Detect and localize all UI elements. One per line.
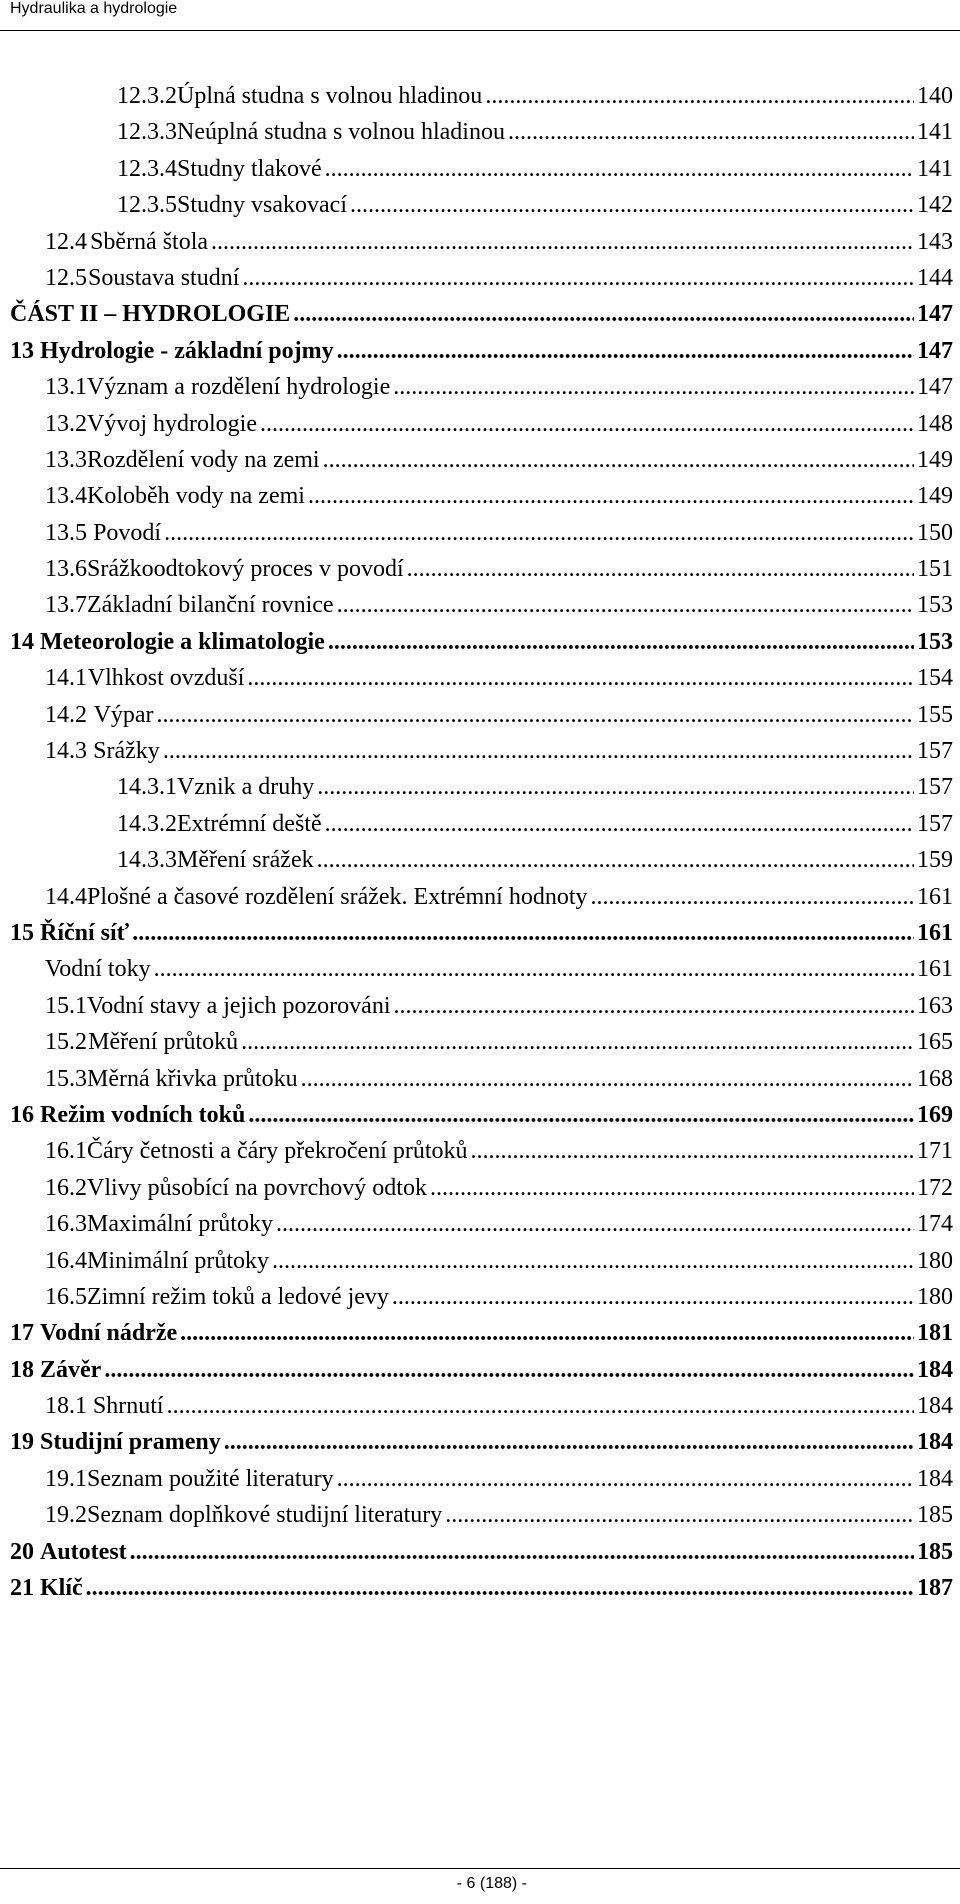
dot-leader bbox=[180, 1320, 914, 1347]
toc-entry-page: 157 bbox=[917, 810, 953, 837]
toc-entry-page: 147 bbox=[917, 301, 953, 328]
toc-entry-page: 154 bbox=[917, 665, 953, 692]
toc-entry[interactable] bbox=[10, 629, 953, 665]
header-rule bbox=[0, 30, 960, 31]
toc-entry-number: 19 bbox=[10, 1429, 34, 1456]
toc-entry-title: Srážky bbox=[93, 738, 160, 765]
footer-rule bbox=[0, 1868, 960, 1869]
toc-entry-title: Extrémní deště bbox=[177, 810, 322, 837]
toc-entry[interactable] bbox=[10, 847, 953, 883]
toc-entry[interactable] bbox=[10, 156, 953, 192]
dot-leader bbox=[132, 920, 914, 947]
toc-entry-number: 14.1 bbox=[45, 665, 87, 692]
dot-leader bbox=[328, 629, 914, 656]
toc-entry[interactable] bbox=[10, 1429, 953, 1465]
dot-leader bbox=[445, 1502, 914, 1529]
toc-entry-title: Výpar bbox=[93, 701, 154, 728]
dot-leader bbox=[130, 1539, 914, 1566]
toc-entry[interactable] bbox=[10, 192, 953, 228]
toc-entry[interactable] bbox=[10, 119, 953, 155]
toc-entry-page: 169 bbox=[917, 1101, 953, 1128]
toc-entry-title: Závěr bbox=[40, 1356, 102, 1383]
toc-entry-title: Neúplná studna s volnou hladinou bbox=[177, 119, 505, 146]
toc-entry-number: 13.4 bbox=[45, 483, 87, 510]
toc-entry-title: Vývoj hydrologie bbox=[87, 410, 257, 437]
toc-entry-number: 13.3 bbox=[45, 446, 87, 473]
dot-leader bbox=[485, 83, 914, 110]
dot-leader bbox=[248, 1102, 914, 1129]
toc-entry-page: 172 bbox=[917, 1174, 953, 1201]
toc-entry[interactable] bbox=[10, 229, 953, 265]
toc-entry-title: Srážkoodtokový proces v povodí bbox=[87, 556, 404, 583]
toc-entry-number: 13.7 bbox=[45, 592, 87, 619]
dot-leader bbox=[323, 447, 914, 474]
dot-leader bbox=[508, 119, 914, 146]
dot-leader bbox=[325, 156, 914, 183]
toc-entry-page: 184 bbox=[917, 1393, 953, 1420]
toc-entry[interactable] bbox=[10, 1539, 953, 1575]
toc-entry-number: 13.5 bbox=[45, 519, 87, 546]
dot-leader bbox=[337, 338, 914, 365]
toc-entry-title: Studijní prameny bbox=[40, 1429, 221, 1456]
table-of-contents bbox=[10, 83, 953, 1611]
dot-leader bbox=[337, 1466, 914, 1493]
toc-entry[interactable] bbox=[10, 1211, 953, 1247]
toc-entry-number: 15.1 bbox=[45, 992, 87, 1019]
toc-entry[interactable] bbox=[10, 411, 953, 447]
toc-entry[interactable] bbox=[10, 1466, 953, 1502]
toc-entry-number: 16.3 bbox=[45, 1211, 87, 1238]
toc-entry-number: 13.6 bbox=[45, 556, 87, 583]
toc-entry-page: 185 bbox=[917, 1538, 953, 1565]
toc-entry[interactable] bbox=[10, 665, 953, 701]
toc-entry-title: Sběrná štola bbox=[90, 228, 209, 255]
dot-leader bbox=[224, 1429, 914, 1456]
toc-entry[interactable] bbox=[10, 702, 953, 738]
running-header: Hydraulika a hydrologie bbox=[10, 0, 178, 17]
dot-leader bbox=[167, 1393, 914, 1420]
page-number: - 6 (188) - bbox=[456, 1875, 527, 1892]
toc-entry-page: 161 bbox=[917, 883, 953, 910]
toc-entry-title: Vodní stavy a jejich pozorováni bbox=[87, 992, 391, 1019]
dot-leader bbox=[260, 411, 914, 438]
toc-entry-title: Meteorologie a klimatologie bbox=[40, 628, 325, 655]
dot-leader bbox=[337, 592, 914, 619]
toc-entry-page: 147 bbox=[917, 337, 953, 364]
dot-leader bbox=[293, 301, 914, 328]
toc-entry-page: 168 bbox=[917, 1065, 953, 1092]
toc-entry-title: Rozdělení vody na zemi bbox=[87, 446, 320, 473]
toc-entry-number: 12.4 bbox=[45, 228, 87, 255]
toc-entry[interactable] bbox=[10, 483, 953, 519]
toc-entry-number: 16.1 bbox=[45, 1138, 87, 1165]
toc-entry-number: 19.2 bbox=[45, 1502, 87, 1529]
toc-entry-title: Hydrologie - základní pojmy bbox=[40, 337, 334, 364]
toc-entry[interactable] bbox=[10, 374, 953, 410]
dot-leader bbox=[317, 847, 914, 874]
dot-leader bbox=[163, 738, 914, 765]
toc-entry-number: 15 bbox=[10, 919, 34, 946]
toc-entry-page: 150 bbox=[917, 519, 953, 546]
toc-entry-page: 157 bbox=[917, 774, 953, 801]
toc-entry-number: 16 bbox=[10, 1101, 34, 1128]
toc-entry-page: 147 bbox=[917, 374, 953, 401]
toc-entry-number: 14 bbox=[10, 628, 34, 655]
toc-entry-page: 184 bbox=[917, 1465, 953, 1492]
toc-entry-title: Autotest bbox=[40, 1538, 127, 1565]
toc-entry-title: Seznam použité literatury bbox=[87, 1465, 334, 1492]
toc-entry-number: 16.5 bbox=[45, 1283, 87, 1310]
toc-entry[interactable] bbox=[10, 1575, 953, 1611]
toc-entry-page: 181 bbox=[917, 1320, 953, 1347]
toc-entry-title: Říční síť bbox=[40, 919, 130, 946]
dot-leader bbox=[157, 702, 914, 729]
toc-entry[interactable] bbox=[10, 301, 953, 337]
toc-entry-title: Vlhkost ovzduší bbox=[87, 665, 245, 692]
toc-entry-title: Vznik a druhy bbox=[177, 774, 315, 801]
toc-entry-page: 142 bbox=[917, 192, 953, 219]
toc-entry-number: 12.3.2 bbox=[117, 83, 177, 109]
toc-entry[interactable] bbox=[10, 1502, 953, 1538]
dot-leader bbox=[301, 1066, 914, 1093]
toc-entry-page: 144 bbox=[917, 264, 953, 291]
toc-entry-page: 165 bbox=[917, 1029, 953, 1056]
toc-entry[interactable] bbox=[10, 265, 953, 301]
toc-entry-number: 14.3 bbox=[45, 738, 87, 765]
dot-leader bbox=[272, 1248, 914, 1275]
toc-entry[interactable] bbox=[10, 1320, 953, 1356]
toc-entry-number: 20 bbox=[10, 1538, 34, 1565]
dot-leader bbox=[407, 556, 914, 583]
toc-entry-number: 12.5 bbox=[45, 264, 87, 291]
toc-entry-title: Maximální průtoky bbox=[87, 1211, 273, 1238]
toc-entry-page: 149 bbox=[917, 446, 953, 473]
toc-entry[interactable] bbox=[10, 1393, 953, 1429]
toc-entry-title: ČÁST II – HYDROLOGIE bbox=[10, 301, 291, 328]
toc-entry[interactable] bbox=[10, 1066, 953, 1102]
toc-entry-page: 159 bbox=[917, 847, 953, 874]
toc-entry-page: 184 bbox=[917, 1356, 953, 1383]
dot-leader bbox=[308, 483, 914, 510]
toc-entry-page: 184 bbox=[917, 1429, 953, 1456]
dot-leader bbox=[211, 229, 914, 256]
toc-entry-title: Vodní nádrže bbox=[40, 1320, 178, 1347]
toc-entry-number: 13.1 bbox=[45, 374, 87, 401]
toc-entry[interactable] bbox=[10, 993, 953, 1029]
toc-entry-title: Koloběh vody na zemi bbox=[87, 483, 305, 510]
toc-entry-page: 185 bbox=[917, 1502, 953, 1529]
toc-entry[interactable] bbox=[10, 1248, 953, 1284]
toc-entry-title: Základní bilanční rovnice bbox=[87, 592, 334, 619]
toc-entry-page: 151 bbox=[917, 556, 953, 583]
toc-entry-title: Soustava studní bbox=[88, 264, 240, 291]
toc-entry-title: Shrnutí bbox=[92, 1393, 164, 1420]
toc-entry-page: 148 bbox=[917, 410, 953, 437]
toc-entry-number: 15.3 bbox=[45, 1065, 87, 1092]
toc-entry-page: 141 bbox=[917, 155, 953, 182]
dot-leader bbox=[164, 520, 914, 547]
toc-entry-page: 187 bbox=[917, 1575, 953, 1602]
toc-entry[interactable] bbox=[10, 884, 953, 920]
toc-entry-number: 14.2 bbox=[45, 701, 87, 728]
toc-entry-page: 163 bbox=[917, 992, 953, 1019]
toc-entry-number: 13 bbox=[10, 337, 34, 364]
toc-entry-page: 153 bbox=[917, 592, 953, 619]
toc-entry-page: 171 bbox=[917, 1138, 953, 1165]
toc-entry-number: 19.1 bbox=[45, 1465, 87, 1492]
dot-leader bbox=[394, 993, 915, 1020]
toc-entry-page: 155 bbox=[917, 701, 953, 728]
toc-entry-title: Význam a rozdělení hydrologie bbox=[87, 374, 391, 401]
toc-entry-title: Povodí bbox=[93, 519, 162, 546]
toc-entry-page: 174 bbox=[917, 1211, 953, 1238]
toc-entry-title: Měrná křivka průtoku bbox=[87, 1065, 298, 1092]
toc-entry-number: 18.1 bbox=[45, 1393, 87, 1420]
toc-entry-number: 14.3.3 bbox=[117, 847, 177, 874]
dot-leader bbox=[317, 774, 914, 801]
toc-entry-title: Seznam doplňkové studijní literatury bbox=[87, 1502, 443, 1529]
toc-entry-page: 180 bbox=[917, 1247, 953, 1274]
toc-entry-page: 157 bbox=[917, 738, 953, 765]
dot-leader bbox=[392, 1284, 914, 1311]
toc-entry-number: 14.4 bbox=[45, 883, 87, 910]
toc-entry-page: 141 bbox=[917, 119, 953, 146]
dot-leader bbox=[86, 1575, 914, 1602]
toc-entry-page: 180 bbox=[917, 1283, 953, 1310]
toc-entry-number: 15.2 bbox=[45, 1029, 87, 1056]
toc-entry-number: 18 bbox=[10, 1356, 34, 1383]
toc-entry[interactable] bbox=[10, 956, 953, 992]
dot-leader bbox=[242, 265, 914, 292]
toc-entry-page: 140 bbox=[917, 83, 953, 109]
toc-entry-number: 13.2 bbox=[45, 410, 87, 437]
toc-entry-title: Úplná studna s volnou hladinou bbox=[177, 83, 483, 109]
toc-entry-number: 17 bbox=[10, 1320, 34, 1347]
toc-entry-number: 16.4 bbox=[45, 1247, 87, 1274]
toc-entry-title: Zimní režim toků a ledové jevy bbox=[87, 1283, 389, 1310]
toc-entry[interactable] bbox=[10, 447, 953, 483]
toc-entry-title: Čáry četnosti a čáry překročení průtoků bbox=[87, 1138, 468, 1165]
toc-entry-number: 12.3.4 bbox=[117, 155, 177, 182]
toc-entry-number: 16.2 bbox=[45, 1174, 87, 1201]
dot-leader bbox=[350, 192, 914, 219]
toc-entry[interactable] bbox=[10, 556, 953, 592]
dot-leader bbox=[430, 1175, 914, 1202]
toc-entry-title: Vodní toky bbox=[45, 956, 151, 983]
toc-entry-number: 12.3.3 bbox=[117, 119, 177, 146]
toc-entry-page: 161 bbox=[917, 919, 953, 946]
toc-entry-page: 153 bbox=[917, 628, 953, 655]
dot-leader bbox=[241, 1029, 914, 1056]
toc-entry[interactable] bbox=[10, 774, 953, 810]
toc-entry[interactable] bbox=[10, 1357, 953, 1393]
toc-entry[interactable] bbox=[10, 738, 953, 774]
dot-leader bbox=[154, 956, 914, 983]
toc-entry-title: Režim vodních toků bbox=[40, 1101, 246, 1128]
toc-entry[interactable] bbox=[10, 1102, 953, 1138]
toc-entry[interactable] bbox=[10, 1284, 953, 1320]
dot-leader bbox=[276, 1211, 914, 1238]
dot-leader bbox=[471, 1138, 914, 1165]
toc-entry[interactable] bbox=[10, 1029, 953, 1065]
toc-entry-number: 14.3.1 bbox=[117, 774, 177, 801]
dot-leader bbox=[104, 1357, 914, 1384]
dot-leader bbox=[591, 884, 914, 911]
toc-entry-number: 12.3.5 bbox=[117, 192, 177, 219]
toc-entry[interactable] bbox=[10, 520, 953, 556]
toc-entry-title: Klíč bbox=[40, 1575, 83, 1602]
toc-entry-title: Minimální průtoky bbox=[87, 1247, 269, 1274]
toc-entry[interactable] bbox=[10, 338, 953, 374]
toc-entry-title: Měření srážek bbox=[177, 847, 314, 874]
toc-entry-number: 14.3.2 bbox=[117, 810, 177, 837]
toc-entry-title: Měření průtoků bbox=[88, 1029, 239, 1056]
toc-entry[interactable] bbox=[10, 1138, 953, 1174]
toc-entry-title: Vlivy působící na povrchový odtok bbox=[87, 1174, 427, 1201]
toc-entry-number: 21 bbox=[10, 1575, 34, 1602]
toc-entry-title: Studny tlakové bbox=[177, 155, 322, 182]
toc-entry-page: 143 bbox=[917, 228, 953, 255]
toc-entry[interactable] bbox=[10, 592, 953, 628]
dot-leader bbox=[247, 665, 914, 692]
dot-leader bbox=[325, 811, 914, 838]
toc-entry-page: 161 bbox=[917, 956, 953, 983]
toc-entry-title: Plošné a časové rozdělení srážek. Extrémní hodnoty bbox=[87, 883, 588, 910]
toc-entry-page: 149 bbox=[917, 483, 953, 510]
toc-entry[interactable] bbox=[10, 83, 953, 119]
toc-entry[interactable] bbox=[10, 920, 953, 956]
toc-entry[interactable] bbox=[10, 811, 953, 847]
dot-leader bbox=[393, 374, 914, 401]
toc-entry[interactable] bbox=[10, 1175, 953, 1211]
toc-entry-title: Studny vsakovací bbox=[177, 192, 347, 219]
